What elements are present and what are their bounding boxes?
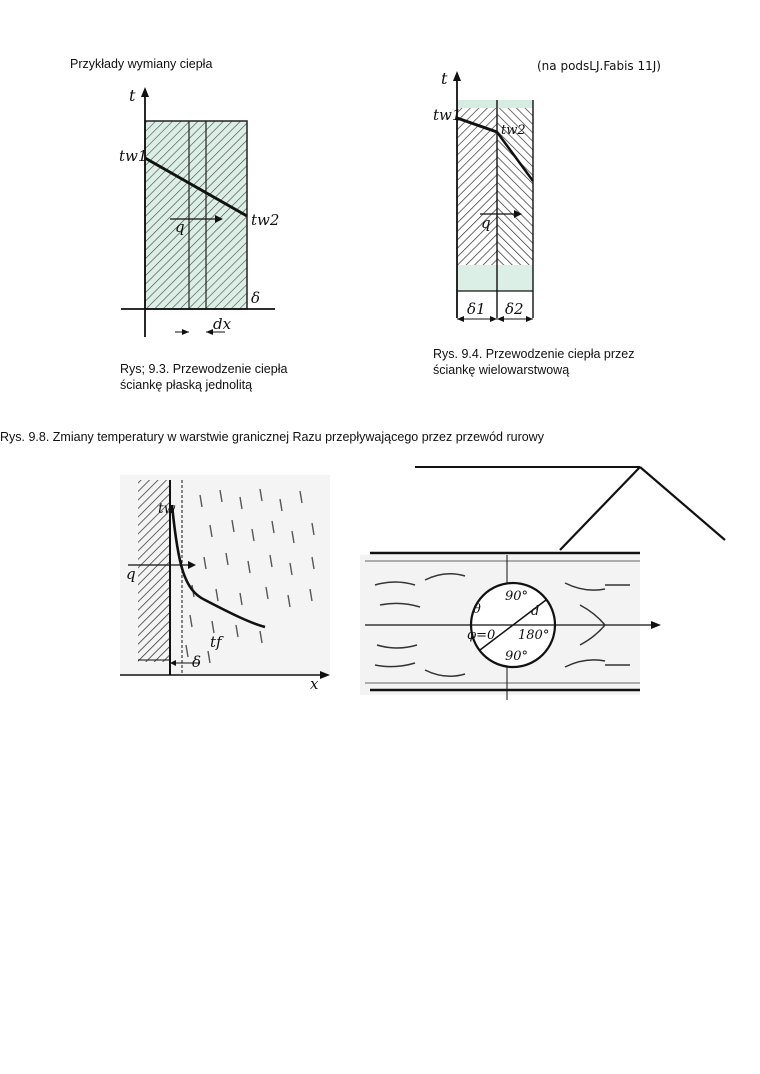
- delta1-label: δ1: [467, 300, 486, 318]
- tw1-label: tw1: [433, 106, 462, 124]
- page-title: Przykłady wymiany ciepła: [70, 57, 213, 71]
- tw1-label: tw1: [119, 147, 148, 165]
- delta-label: δ: [251, 289, 261, 307]
- q-label: q: [175, 218, 185, 236]
- figure-9-4-multilayer-wall: [425, 68, 560, 330]
- figure-9-4-caption-line1: Rys. 9.4. Przewodzenie ciepła przez: [433, 347, 635, 361]
- theta-label: θ: [473, 602, 481, 617]
- x-label: x: [310, 675, 319, 690]
- delta-label: δ: [192, 653, 202, 671]
- figure-9-8-boundary-layer: [120, 475, 340, 690]
- t-axis-label: t: [129, 86, 136, 105]
- d-label: d: [531, 604, 540, 619]
- figure-9-3-caption-line1: Rys; 9.3. Przewodzenie ciepła: [120, 362, 288, 376]
- t-axis-label: t: [441, 69, 448, 88]
- q-label: q: [481, 214, 491, 232]
- source-reference: (na podsLJ.Fabis 11J): [537, 59, 661, 73]
- dx-label: dx: [213, 315, 232, 333]
- tw-label: tw: [158, 501, 176, 517]
- figure-9-4-caption-line2: ściankę wielowarstwową: [433, 363, 570, 377]
- deg90-top-label: 90°: [505, 589, 529, 604]
- tw2-label: tw2: [501, 123, 526, 138]
- figure-9-8-caption: Rys. 9.8. Zmiany temperatury w warstwie granicznej Razu przepływającego przez przewód rurowy: [0, 430, 544, 444]
- tw2-label: tw2: [251, 211, 280, 229]
- figure-9-8-cylinder-flow: [355, 455, 735, 705]
- figure-9-3-plane-wall: [115, 85, 280, 345]
- deg90-bottom-label: 90°: [505, 649, 529, 664]
- tf-label: tf: [210, 633, 222, 651]
- deg180-label: 180°: [518, 628, 550, 643]
- q-label: q: [126, 565, 136, 583]
- phi0-label: φ=0: [467, 628, 496, 643]
- delta2-label: δ2: [505, 300, 524, 318]
- figure-9-3-caption-line2: ściankę płaską jednolitą: [120, 378, 253, 392]
